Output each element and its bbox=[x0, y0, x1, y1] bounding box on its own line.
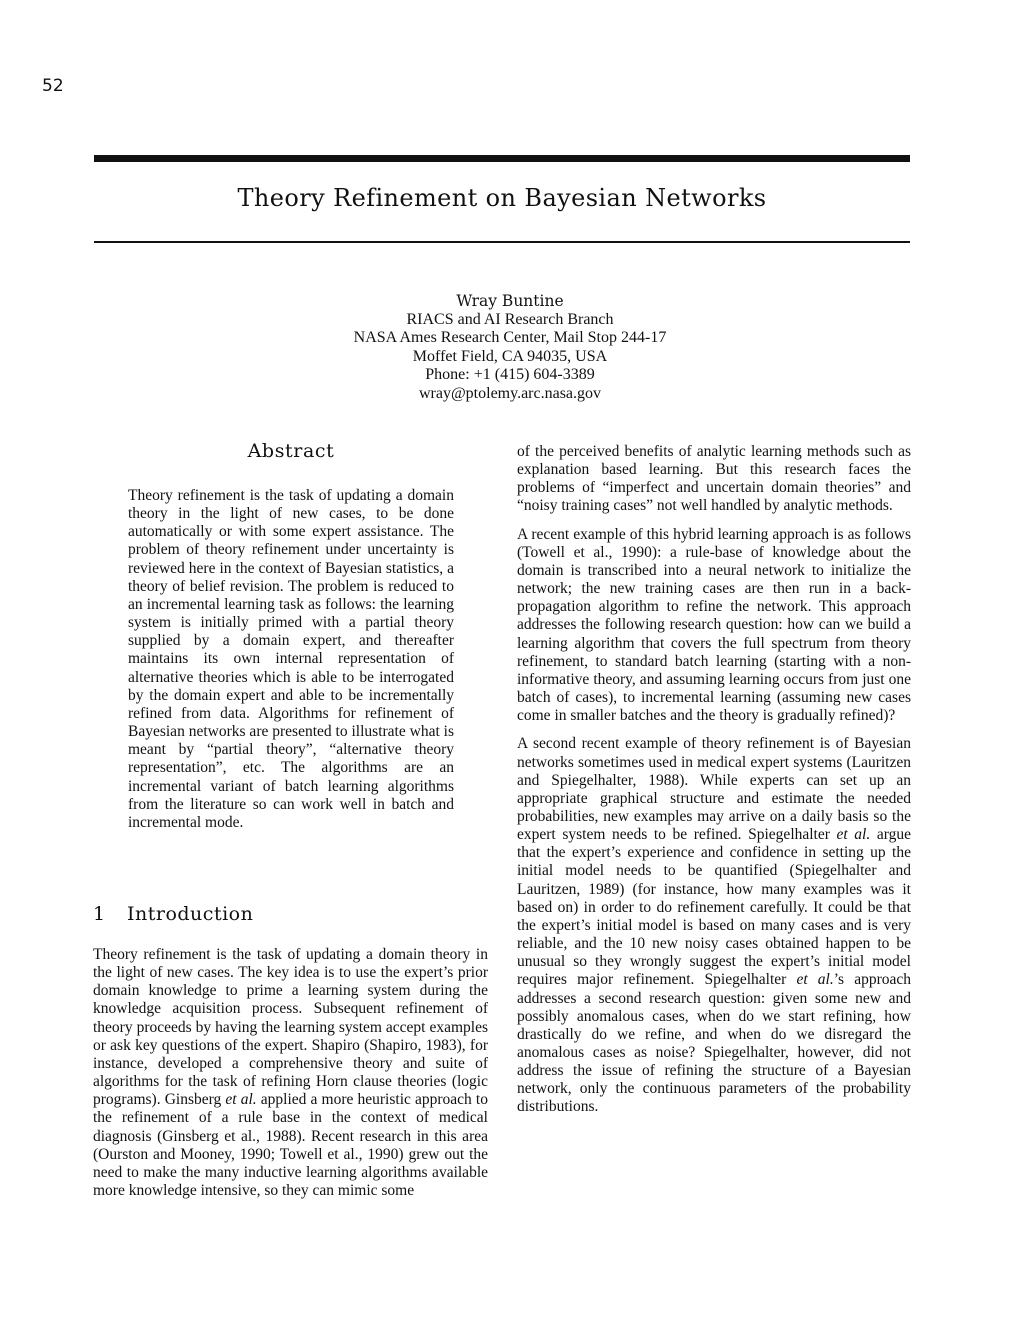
text-run: Theory refinement is the task of updating a domain theory in the light of new cases. The key idea is to use the expert’s prior domain knowledge to prime a learning system during the knowledge acquisition process. Subsequent refinement of theory proceeds by having the learning system accept examples or ask key questions of the expert. Shapiro (Shapiro, 1983), for instance, developed a comprehensive theory and suite of algorithms for the task of refining Horn clause theories (logic programs). Ginsberg bbox=[93, 946, 488, 1109]
section-number: 1 bbox=[93, 903, 106, 925]
title-rule-top bbox=[94, 155, 910, 162]
text-run: A second recent example of theory refinement is of Bayesian networks sometimes used in medical expert systems (Lauritzen and Spiegelhalter, 1988). While experts can set up an appropriate graphical structure and estimate the needed probabilities, new examples may arrive on a daily basis so the expert system needs to be refined. Spiegelhalter bbox=[517, 735, 911, 844]
text-run: argue that the expert’s experience and confidence in setting up the initial model needs to be quantified (Spiegelhalter and Lauritzen, 1989) (for instance, how many examples was it based on) in order to do refinement carefully. It could be that the expert’s initial model is based on many cases and is very reliable, and the 10 new noisy cases obtained happen to be unusual so they wrongly suggest the expert’s initial model requires major refinement. Spiegelhalter bbox=[517, 826, 911, 989]
abstract-heading: Abstract bbox=[247, 440, 335, 462]
text-run: ’s approach addresses a second research question: given some new and possibly anomalous cases, when do we start refining, how drastically do we refine, and when do we disregard the anomalous cases as noise? Spiegelhalter, however, did not address the issue of refining the structure of a Bayesian network, only the continuous parameters of the probability distributions. bbox=[517, 971, 912, 1116]
right-paragraph-2: A recent example of this hybrid learning approach is as follows (Towell et al., 1990): a rule-base of knowledge about the domain is transcribed into a neural network to initialize the network; the new training cases are then run in a back-propagation algorithm to refine the network. This approach addresses the following research question: how can we build a learning algorithm that covers the full spectrum from theory refinement, to standard batch learning (starting with a non-informative theory, and assuming learning occurs from just one batch of cases), to incremental learning (assuming new cases come in smaller batches and the theory is gradually refined)? bbox=[517, 525, 911, 725]
title-rule-bottom bbox=[94, 241, 910, 243]
author-institution: NASA Ames Research Center, Mail Stop 244-17 bbox=[353, 329, 667, 347]
author-address: Moffet Field, CA 94035, USA bbox=[412, 347, 608, 365]
abstract-body bbox=[128, 487, 454, 842]
text-run-italic: et al. bbox=[796, 971, 834, 989]
right-column bbox=[517, 443, 911, 1127]
author-block bbox=[260, 292, 760, 404]
author-affiliation: RIACS and AI Research Branch bbox=[406, 310, 614, 328]
text-run-italic: et al. bbox=[225, 1091, 257, 1109]
section-heading-introduction bbox=[93, 903, 253, 925]
introduction-body bbox=[93, 946, 488, 1210]
text-run: applied a more heuristic approach to the refinement of a rule base in the context of medical diagnosis (Ginsberg et al., 1988). Recent research in this area (Ourston and Mooney, 1990; Towell et al., 1990) grew out the need to make the many inductive learning algorithms available more knowledge intensive, so they can mimic some bbox=[93, 1091, 488, 1200]
page-number: 52 bbox=[42, 76, 64, 96]
abstract-paragraph: Theory refinement is the task of updating a domain theory in the light of new cases, to be done automatically or with some expert assistance. The problem of theory refinement under uncertainty is reviewed here in the context of Bayesian statistics, a theory of belief revision. The problem is reduced to an incremental learning task as follows: the learning system is initially primed with a partial theory supplied by a domain expert, and thereafter maintains its own internal representation of alternative theories which is able to be interrogated by the domain expert and able to be incrementally refined from data. Algorithms for refinement of Bayesian networks are presented to illustrate what is meant by “partial theory”, “alternative theory representation”, etc. The algorithms are an incremental variant of batch learning algorithms from the literature so can work well in batch and incremental mode. bbox=[128, 487, 454, 831]
introduction-paragraph bbox=[93, 946, 488, 1200]
right-paragraph-3 bbox=[517, 735, 911, 1116]
paper-title: Theory Refinement on Bayesian Networks bbox=[237, 184, 767, 212]
author-name: Wray Buntine bbox=[456, 292, 564, 310]
section-title: Introduction bbox=[127, 903, 254, 925]
right-paragraph-1: of the perceived benefits of analytic learning methods such as explanation based learning. But this research faces the problems of “imperfect and uncertain domain theories” and “noisy training cases” not well handled by analytic methods. bbox=[517, 443, 911, 515]
text-run-italic: et al. bbox=[836, 826, 871, 844]
author-phone: Phone: +1 (415) 604-3389 bbox=[425, 366, 595, 384]
author-email: wray@ptolemy.arc.nasa.gov bbox=[418, 384, 602, 402]
